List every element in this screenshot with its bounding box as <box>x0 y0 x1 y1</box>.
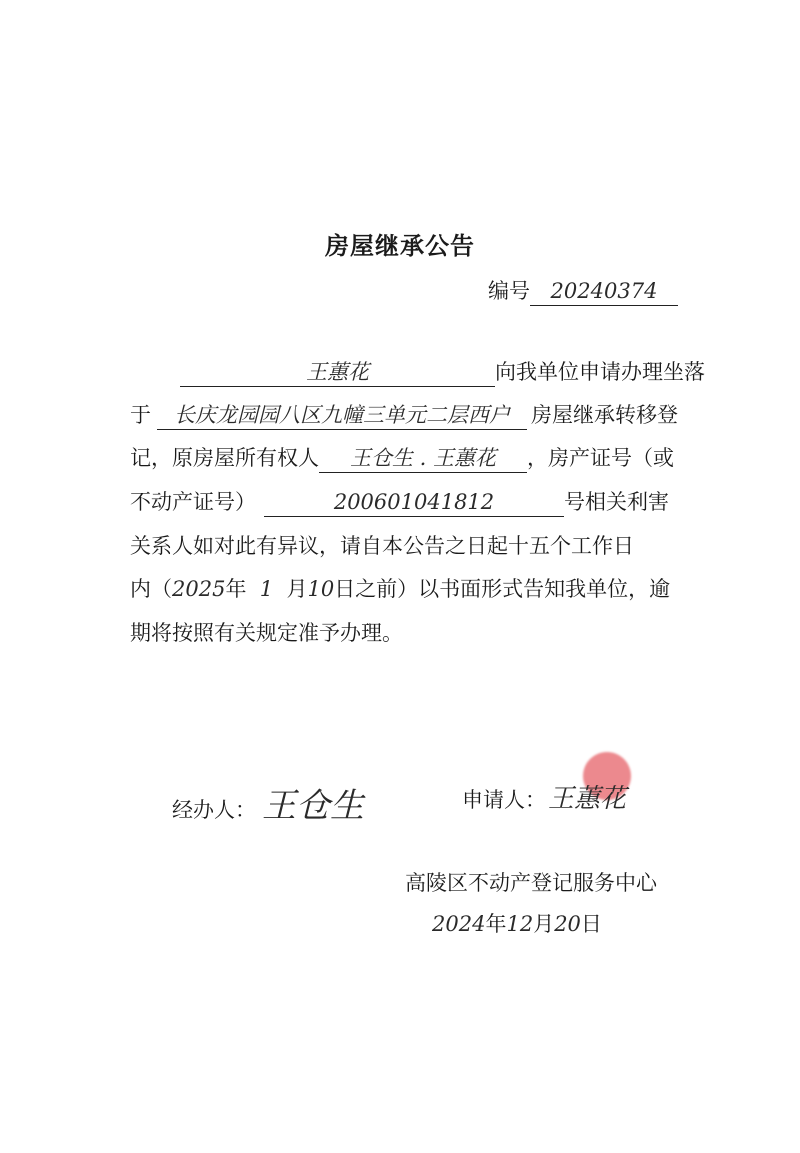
body-line-1 <box>130 356 705 387</box>
page-title: 房屋继承公告 <box>325 232 475 260</box>
body-line-4 <box>130 486 669 517</box>
body-line-6 <box>130 573 670 603</box>
serial-number <box>488 275 678 306</box>
body-line6-pre: 内（ <box>130 577 172 601</box>
certificate-number: 200601041812 <box>264 488 564 517</box>
body-prefix-location: 于 <box>130 403 151 427</box>
original-owners: 王仓生 . 王蕙花 <box>319 444 527 473</box>
body-text-2: 房屋继承转移登 <box>531 403 678 427</box>
issuing-organization: 高陵区不动产登记服务中心 <box>405 871 657 895</box>
date-day-label: 日 <box>580 912 602 936</box>
date-month-label: 月 <box>533 912 555 936</box>
serial-value: 20240374 <box>530 277 678 306</box>
deadline-month: 1 <box>259 577 274 601</box>
handler-signature-block <box>172 778 364 827</box>
body-line6-post: 日之前）以书面形式告知我单位，逾 <box>334 577 671 601</box>
applicant-signature-block <box>462 778 626 815</box>
date-year-label: 年 <box>485 912 507 936</box>
deadline-day: 10 <box>307 577 335 601</box>
handler-label: 经办人： <box>172 798 256 822</box>
date-day: 20 <box>554 912 581 936</box>
applicant-signature: 王蕙花 <box>548 784 627 814</box>
body-line-3 <box>130 442 674 473</box>
body-line-5: 关系人如对此有异议，请自本公告之日起十五个工作日 <box>130 534 634 558</box>
date-year: 2024 <box>432 912 486 936</box>
body-text-3: 记，原房屋所有权人 <box>130 446 319 470</box>
body-text-1: 向我单位申请办理坐落 <box>495 360 705 384</box>
deadline-year: 2025 <box>172 577 226 601</box>
body-line-2 <box>130 399 678 430</box>
body-text-5: 不动产证号） <box>130 490 256 514</box>
body-line-7: 期将按照有关规定准予办理。 <box>130 621 403 645</box>
applicant-name: 王蕙花 <box>180 358 495 387</box>
date-month: 12 <box>506 912 534 936</box>
body-text-4: ，房产证号（或 <box>527 446 674 470</box>
body-text-6: 号相关利害 <box>564 490 669 514</box>
body-line6-month: 月 <box>286 577 308 601</box>
body-line6-year: 年 <box>225 577 247 601</box>
property-location: 长庆龙园园八区九幢三单元二层西户 <box>157 401 527 430</box>
applicant-label: 申请人： <box>462 788 546 812</box>
issue-date <box>432 908 602 938</box>
handler-signature: 王仓生 <box>262 786 364 826</box>
serial-label: 编号 <box>488 279 530 303</box>
